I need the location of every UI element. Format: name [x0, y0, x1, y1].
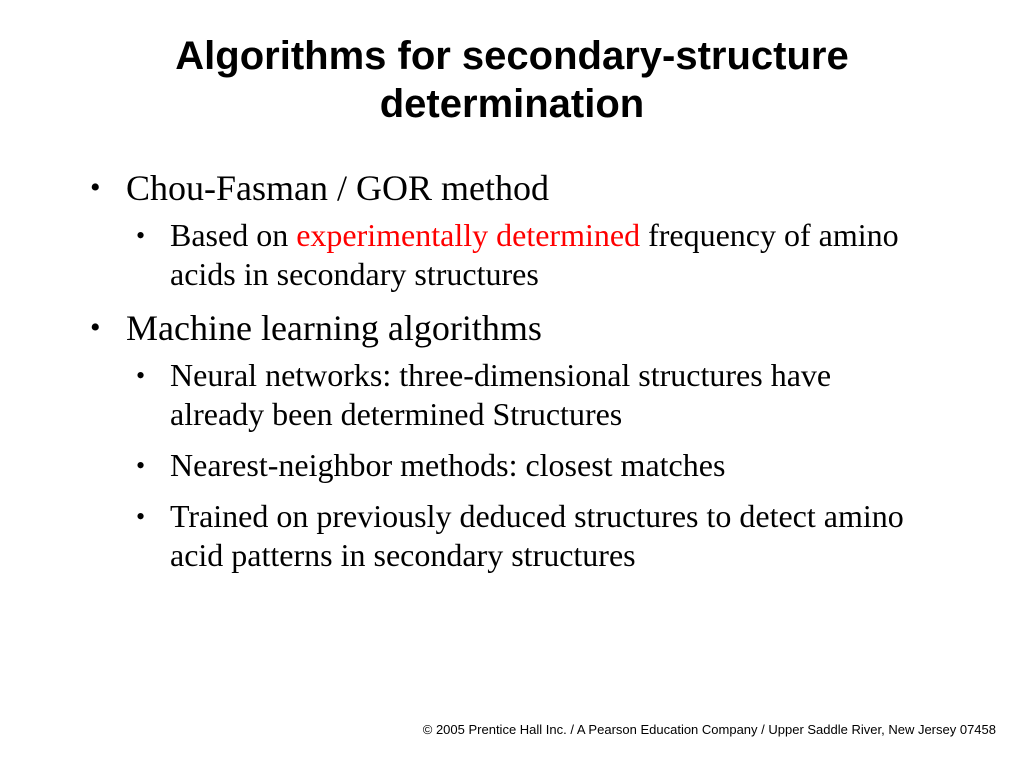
- bullet-icon: •: [136, 502, 146, 531]
- sub-bullet-text: Nearest-neighbor methods: closest matches: [170, 447, 726, 483]
- sub-bullet-trained-on: [134, 497, 930, 575]
- sub-bullet-based-on: [134, 216, 930, 294]
- bullet-icon: •: [136, 221, 146, 250]
- sub-bullet-text-after: frequency of amino acids in secondary structures: [170, 217, 899, 292]
- sub-bullet-text: Neural networks: three-dimensional structures have already been determined Structures: [170, 357, 832, 432]
- sub-bullet-text: Trained on previously deduced structures to detect amino acid patterns in secondary structures: [170, 498, 904, 573]
- sub-bullet-text-before: Based on: [170, 217, 297, 253]
- bullet-icon: •: [90, 311, 101, 344]
- bullet-icon: •: [90, 171, 101, 204]
- slide-title-line-1: Algorithms for secondary-structure: [175, 34, 849, 78]
- slide-title-line-2: determination: [379, 82, 645, 126]
- bullet-text: Machine learning algorithms: [126, 308, 542, 348]
- copyright-footer: © 2005 Prentice Hall Inc. / A Pearson Education Company / Upper Saddle River, New Jersey 07458: [422, 722, 996, 737]
- bullet-chou-fasman-gor: [88, 166, 948, 210]
- bullet-icon: •: [136, 361, 146, 390]
- bullet-text: Chou-Fasman / GOR method: [126, 168, 549, 208]
- sub-bullet-neural-networks: [134, 356, 930, 434]
- bullet-machine-learning: [88, 306, 948, 350]
- highlighted-text: experimentally determined: [296, 217, 641, 253]
- slide-title: [0, 32, 1024, 128]
- bullet-list: [88, 166, 948, 587]
- sub-bullet-nearest-neighbor: [134, 446, 930, 485]
- bullet-icon: •: [136, 451, 146, 480]
